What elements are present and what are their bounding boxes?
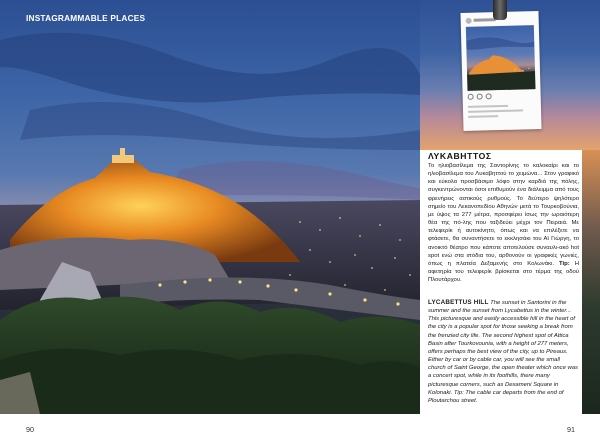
comment-icon <box>477 93 483 99</box>
english-body: The sunset in Santorini in the summer and the sunset from Lycabettus in the winter... This picturesque and easily accessible hill in the heart of the city is a popular spot for those seeking a break from the frenzied city life. The second highest spot of Attica Basin after Tourkovounia, with a height of 277 meters, offers perhaps the best view of the city, up to Pireaus. Either by car or by cable car, you will see the small church of Saint George, the open theater which once was a concert spot, while in its foothills, there many picturesque corners, such as Dexameni Square in Kolonaki. Tip: The cable car departs from the end of Ploutarchou street. <box>428 300 578 404</box>
share-icon <box>486 93 492 99</box>
post-image-illustration <box>466 25 536 91</box>
english-title: LYCABETTUS HILL <box>428 299 489 306</box>
caption-line <box>468 105 508 108</box>
post-actions <box>468 92 536 102</box>
article-heading: ΛΥΚΑΒΗΤΤΟΣ <box>428 151 492 161</box>
avatar <box>466 18 472 24</box>
caption-line <box>468 109 523 112</box>
instagram-post-card <box>460 11 541 131</box>
greek-body: Το ηλιοβασίλεμα της Σαντορίνης το καλοκαίρι και το ηλιοβασίλεμα του Λυκαβηττού το χειμώνα... Στον γραφικό και εύκολα προσβάσιμο λόφο στην καρδιά της πόλης, συγκεντρώνονται όσοι επιθυμούν ένα διάλειμμα από τους φρενήρεις αστικούς ρυθμούς. Το δεύτερο ψηλότερο σημείο του Λεκανοπεδίου Αθηνών μετά το Τουρκοβούνια, με ύψος τα 277 μέτρα, προσφέρει ίσως την ωραιότερη θέα της πό-λης που ταξιδεύει μέχρι τον Πειραιά. Με τελεφερίκ ή αυτοκίνητο, όπως και να επιλέξετε να φτάσετε, θα συναντήσετε το εκκλησάκι του Αϊ Γιώργη, το ανοικτό θέατρο που κάποτε αποτελούσε συναυλι-ακό hot spot ενώ στα ιπόδια του, αρθονούν οι γραφικές γωνιές, όπως η πλατεία Δεξαμενής στο Κολωνάκι. <box>428 163 579 267</box>
english-paragraph <box>428 299 579 405</box>
article-column <box>424 150 581 414</box>
photo-strip-right <box>582 150 600 414</box>
username-placeholder <box>474 18 496 22</box>
section-label: INSTAGRAMMABLE PLACES <box>26 13 146 23</box>
heart-icon <box>468 94 474 100</box>
greek-paragraph <box>428 162 579 284</box>
greek-tip-label: Tip: <box>559 260 570 267</box>
page-number-right: 91 <box>567 425 575 434</box>
greek-tip-text: Η αφετηρία του τελεφερίκ βρίσκεται στο τέρμα της οδού Πλουτάρχου. <box>428 260 579 284</box>
post-image <box>466 25 536 91</box>
page-number-left: 90 <box>26 425 34 434</box>
binder-clip <box>493 0 507 20</box>
caption-line <box>468 115 498 118</box>
